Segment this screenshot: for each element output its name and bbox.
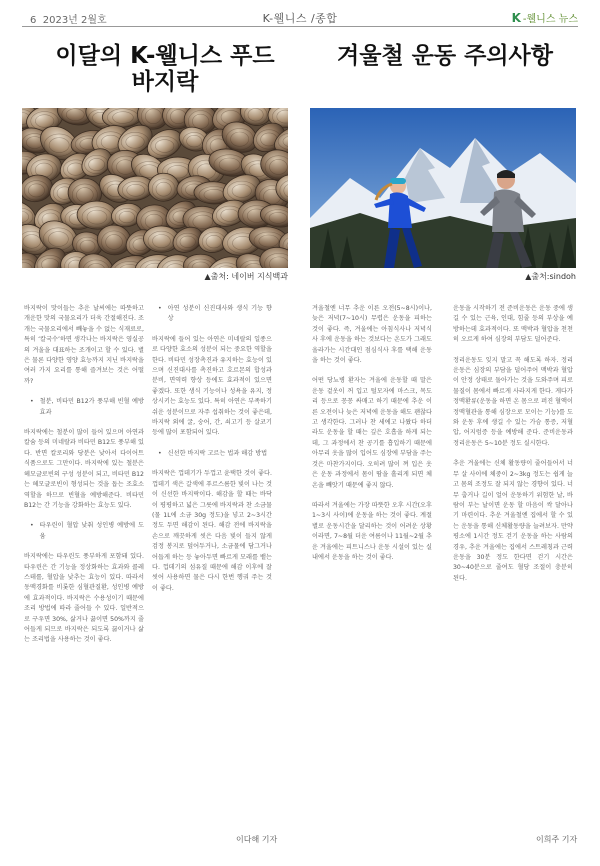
subheading: • 철분, 비타민 B12가 풍부해 빈혈 예방 효과	[30, 398, 144, 416]
brand-logo	[512, 10, 578, 25]
paragraph: 운동을 시작하기 전 준비운동은 운동 중에 생길 수 있는 근육, 인대, 힘줄 등의 부상을 예방하는데 효과적이다. 또 맥박과 혈압을 천천히 오르게 하여 심장의 부담도 덜어준다.	[453, 305, 573, 344]
paragraph: 따라서 겨울에는 가장 따뜻한 오후 시간(오후 1~3시 사이)에 운동을 하는 것이 좋다. 계절별로 운동시간을 달리하는 것이 어려운 상황이라면, 7~8월 더운 여름이나 11월~2월 추운 겨울에는 피트니스나 운동 시설이 있는 실내에서 운동을 하는 것이 좋다.	[312, 501, 432, 561]
page-number-date: 6 2023년 2월호	[30, 15, 107, 26]
paragraph: 바지락이 맛이들는 추운 날씨에는 따뜻하고 개운한 맛의 국물요리가 더욱 간절해진다. 조개는 국물요리에서 빼놓을 수 없는 식재료로, 특히 ‘칼국수’하면 생각나는 바지락은 영실공의 겨울을 대표하는 조개이고 할 수 있다. 별은 물론 다양한 영양 효능까지 지닌 바지락을 여러 가지 요리를 통해 즐겨보는 것은 어떨까?	[24, 305, 144, 385]
brand-mark: K	[511, 10, 521, 25]
clams-photo	[22, 108, 288, 268]
byline: 이다해 기자	[236, 835, 278, 844]
header-divider	[22, 26, 578, 27]
article-exercise-column-2	[453, 304, 573, 594]
paragraph: 바지락에 들어 있는 아연은 미네랄의 일종으로 다양한 효소의 성분이 되는 중요한 역할을 한다. 비타민 성장촉진과 유지하는 효능이 있으며 신진대사를 촉진하고 호르몬의 합성과 분비, 면역력 향상 등에도 효과적이 있으면 좋겠다. 또한 생식 기능이나 성욕을 유지, 정상시키는 효능도 있다. 특히 아연은 부족하기 쉬운 성분이므로 자주 섭취하는 것이 좋은데, 바지락 외에 굴, 숭어, 간, 쇠고기 등 살코기 등에 많이 포함되어 있다.	[152, 335, 272, 437]
article-clam-column-1	[24, 304, 144, 656]
article-clam-column-2	[152, 304, 272, 604]
headline-clam: 이달의 K-웰니스 푸드 바지락	[55, 43, 275, 95]
paragraph: 추운 겨울에는 신체 활동량이 줄어들어서 너무 살 사이에 체중이 2~3kg 정도는 쉽게 늘고 몸의 조정도 잘 되지 않는 경향이 있다. 너무 춥거나 길이 얼어 운동하기 위험한 날, 바람이 부는 날이면 운동 할 마음이 싹 달아나기 마련이다. 추운 겨울철엔 집에서 할 수 있는 운동을 통해 신체활동량을 늘려보자. 만약 평소에 1시간 정도 걷기 운동을 하는 사람의 경우, 추운 겨울에는 집에서 스트레칭과 근력운동을 30분 정도 한다면 걷기 시간은 30~40분으로 줄여도 혈당 조절이 충분히 된다.	[453, 460, 573, 582]
paragraph: 바지락에는 타우린도 풍부하게 포함돼 있다. 타우린은 간 기능을 정상화하는 효과와 콜레스테롤, 혈압을 낮추는 효능이 있다. 따라서 동맥경화를 비롯한 심혈관질환, 성인병 예방에 효과적이다. 바지락은 수용성이기 때문에 조리 방법에 따라 줄어들 수 있다. 일반적으로 구우면 30%, 삶거나 끓이면 50%까지 줄어들게 되므로 바지락은 되도록 끓이거나 삶는 조리법을 사용하는 것이 좋다.	[24, 553, 144, 644]
paragraph: 겨울철엔 너무 추운 이른 오전(5~8시)이나, 늦은 저녁(7~10시) 무렵은 운동을 피하는 것이 좋다. 즉, 겨울에는 아침식사나 저녁식사 후에 운동을 하는 것보다는 온도가 그래도 올라가는 시간대인 점심식사 후를 택해 운동을 하는 것이 좋다.	[312, 305, 432, 365]
runners-photo	[310, 108, 576, 268]
byline: 이희주 기자	[536, 835, 578, 844]
paragraph: 바지락은 껍데기가 두껍고 윤택한 것이 좋다. 껍데기 색은 갈색에 푸르스름한 빛이 나는 것이 신선한 바지락이다. 해감을 할 때는 바닥이 평평하고 넓은 그릇에 바지락과 찬 소금물(물 1L에 소금 30g 정도)을 넣고 2~3시간 정도 두면 해감이 된다. 해감 전에 바지락을 손으로 깨끗하게 씻은 다음 빛이 들지 않게 검정 봉지로 덮어두거나, 소금물에 담그거나 어둡게 하는 등 놓아두면 빠르게 모래를 뱉는다. 껍데기의 섬유질 때문에 해감 이후에 잘 씻어 사용하면 물은 다시 한번 헹궈 주는 것이 좋다.	[152, 470, 272, 592]
photo-credit: ▲출처: 네이버 지식백과	[204, 272, 288, 281]
paragraph: 정리운동도 잊지 말고 꼭 해도록 하자. 정리운동은 심장의 부담을 덜어주어 맥박과 혈압이 안정 상태로 돌아가는 것을 도와주며 피로물질이 몸에서 빠르게 사라지게 한다. 게다가 정맥환류(운동을 하면 온 몸으로 퍼진 혈액이 정맥혈관을 통해 심장으로 모이는 기능)를 도와 운동 후에 생길 수 있는 가슴 통증, 저혈압, 어지럼증 등을 예방해 준다. 준비운동과 정리운동은 5~10분 정도 실시한다.	[453, 356, 573, 447]
photo-credit: ▲출처:sindoh	[525, 272, 576, 281]
brand-name: -웰니스 뉴스	[522, 14, 578, 25]
subheading: • 아연 성분이 신진대사와 생식 기능 향상	[158, 305, 272, 323]
paragraph: 어떤 당뇨병 환자는 겨울에 운동할 때 말은 운동 겉옷이 꺼 입고 털모자에 마스크, 목도리 등으로 꽁꽁 싸매고 하기 때문에 추운 이른 오전이나 늦은 저녁에 운동을 해도 괜찮다고 생각한다. 그러나 찬 세에고 나왔다 하더라도 운동을 할 때는 깊은 호흡을 하게 되는데, 그 과정에서 찬 공기를 흡입하기 때문에 아무리 옷을 많이 입어도 심장에 부담을 주는 것은 마찬가지이다. 오히려 많이 껴 입은 옷은 운동 과정에서 몸이 땀을 흘리게 되면 체온을 빼앗기 때문에 좋지 않다.	[312, 377, 432, 489]
article-exercise-column-1	[312, 304, 432, 573]
paragraph: 바지락에는 철분이 많이 들어 있으며 아연과 칼슘 등의 미네랄과 비타민 B12도 풍부해 있다. 반면 칼로리와 당분은 낮아서 다이어트 식품으로도 그만이다. 바지락에 있는 철분은 헤모글로빈의 구성 성분이 되고, 비타민 B12는 헤모글로빈이 형성되는 것을 돕는 조효소 역할을 하므로 빈혈을 예방해준다. 비타민 B12는 간 기능을 강화하는 효능도 있다.	[24, 429, 144, 509]
subheading: • 타우린이 혈압 낮춰 성인병 예방에 도움	[30, 522, 144, 540]
subheading: • 신선한 바지락 고르는 법과 해감 방법	[158, 449, 268, 457]
headline-winter-exercise: 겨울철 운동 주의사항	[337, 43, 553, 69]
section-title: K-웰니스 /종합	[262, 12, 338, 25]
page-header	[0, 0, 600, 30]
